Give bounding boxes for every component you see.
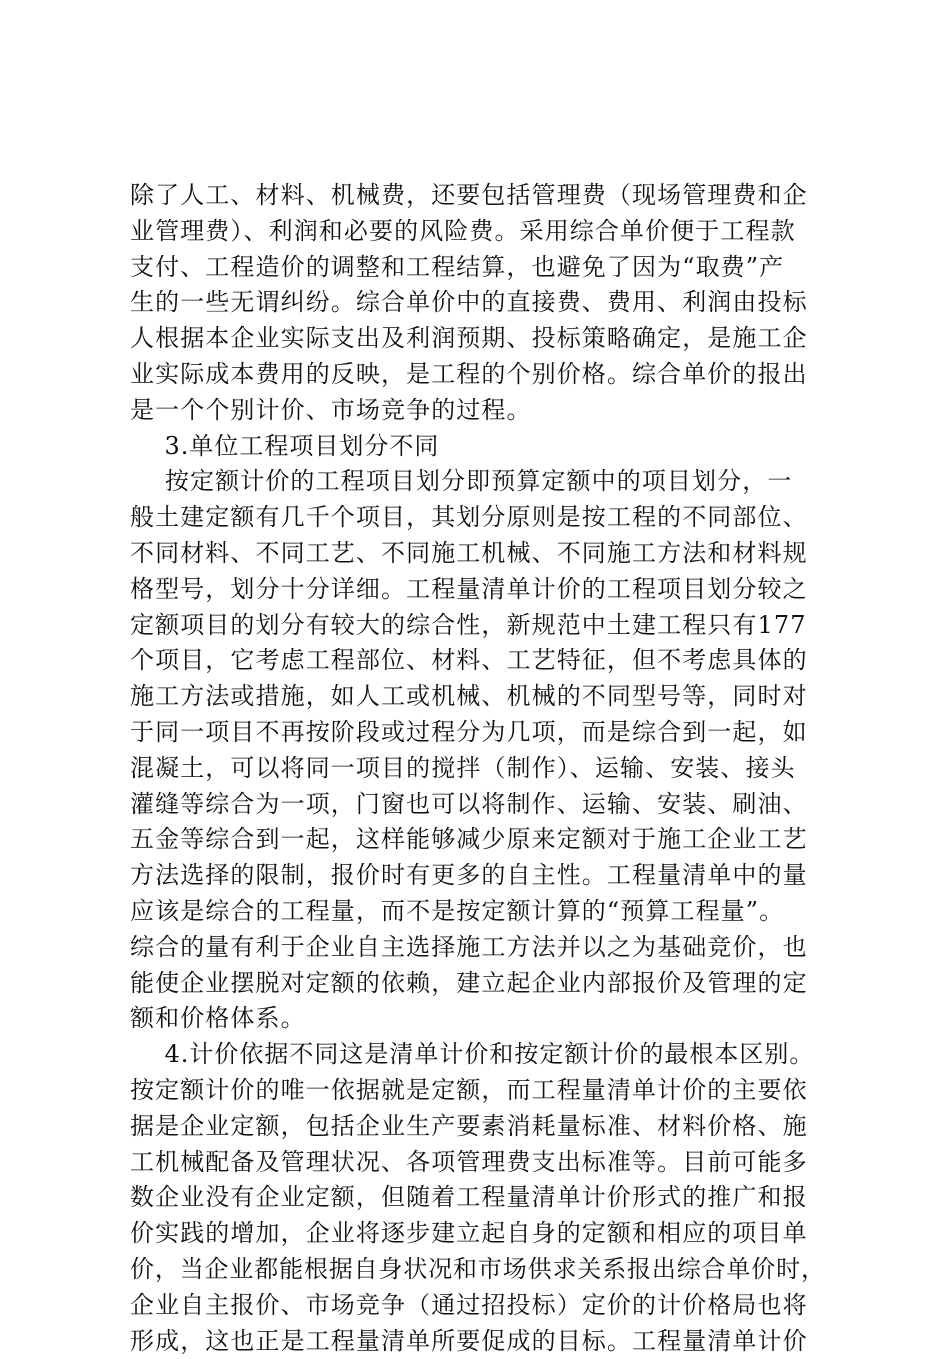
text-line: 般土建定额有几千个项目，其划分原则是按工程的不同部位、: [130, 500, 830, 536]
text-line: 业实际成本费用的反映，是工程的个别价格。综合单价的报出: [130, 357, 830, 393]
text-line: 生的一些无谓纠纷。综合单价中的直接费、费用、利润由投标: [130, 285, 830, 321]
section-heading-4: 4.计价依据不同这是清单计价和按定额计价的最根本区别。: [130, 1037, 830, 1073]
text-line: 应该是综合的工程量，而不是按定额计算的“预算工程量”。: [130, 894, 830, 930]
text-line: 施工方法或措施，如人工或机械、机械的不同型号等，同时对: [130, 679, 830, 715]
section-heading-3: 3.单位工程项目划分不同: [130, 429, 830, 465]
text-line: 人根据本企业实际支出及利润预期、投标策略确定，是施工企: [130, 321, 830, 357]
text-line: 支付、工程造价的调整和工程结算，也避免了因为“取费”产: [130, 250, 830, 286]
text-line: 于同一项目不再按阶段或过程分为几项，而是综合到一起，如: [130, 715, 830, 751]
text-line: 除了人工、材料、机械费，还要包括管理费（现场管理费和企: [130, 178, 830, 214]
text-line: 价，当企业都能根据自身状况和市场供求关系报出综合单价时，: [130, 1252, 830, 1288]
text-line: 额和价格体系。: [130, 1001, 830, 1037]
text-line: 价实践的增加，企业将逐步建立起自身的定额和相应的项目单: [130, 1216, 830, 1252]
body-text: [130, 178, 830, 1359]
text-line: 按定额计价的工程项目划分即预算定额中的项目划分，一: [130, 464, 830, 500]
text-line: 按定额计价的唯一依据就是定额，而工程量清单计价的主要依: [130, 1073, 830, 1109]
text-line: 方法选择的限制，报价时有更多的自主性。工程量清单中的量: [130, 858, 830, 894]
text-line: 综合的量有利于企业自主选择施工方法并以之为基础竞价，也: [130, 930, 830, 966]
text-line: 据是企业定额，包括企业生产要素消耗量标准、材料价格、施: [130, 1109, 830, 1145]
text-line: 是一个个别计价、市场竞争的过程。: [130, 393, 830, 429]
text-line: 混凝土，可以将同一项目的搅拌（制作）、运输、安装、接头: [130, 751, 830, 787]
text-line: 不同材料、不同工艺、不同施工机械、不同施工方法和材料规: [130, 536, 830, 572]
text-line: 个项目，它考虑工程部位、材料、工艺特征，但不考虑具体的: [130, 643, 830, 679]
text-line: 能使企业摆脱对定额的依赖，建立起企业内部报价及管理的定: [130, 966, 830, 1002]
text-line: 形成，这也正是工程量清单所要促成的目标。工程量清单计价: [130, 1324, 830, 1359]
text-line: 五金等综合到一起，这样能够减少原来定额对于施工企业工艺: [130, 822, 830, 858]
text-line: 数企业没有企业定额，但随着工程量清单计价形式的推广和报: [130, 1180, 830, 1216]
text-line: 企业自主报价、市场竞争（通过招投标）定价的计价格局也将: [130, 1288, 830, 1324]
text-line: 格型号，划分十分详细。工程量清单计价的工程项目划分较之: [130, 572, 830, 608]
text-line: 业管理费）、利润和必要的风险费。采用综合单价便于工程款: [130, 214, 830, 250]
text-line: 灌缝等综合为一项，门窗也可以将制作、运输、安装、刷油、: [130, 787, 830, 823]
text-line: 定额项目的划分有较大的综合性，新规范中土建工程只有177: [130, 608, 830, 644]
text-line: 工机械配备及管理状况、各项管理费支出标准等。目前可能多: [130, 1145, 830, 1181]
